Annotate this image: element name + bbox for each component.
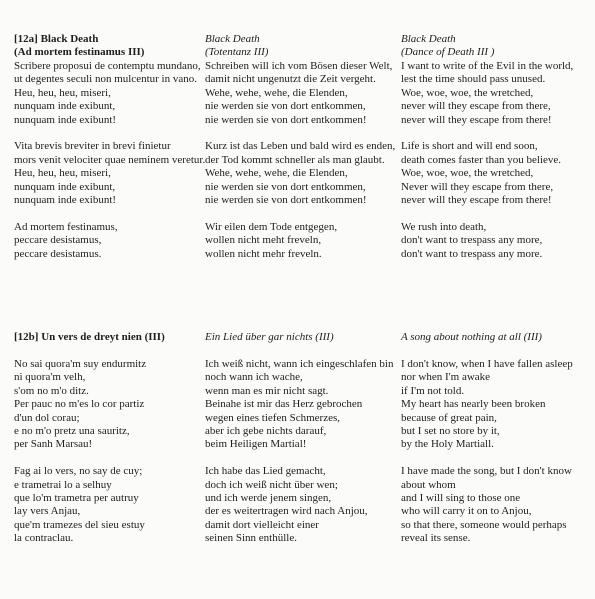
lyric-line: nie werden sie von dort entkommen! xyxy=(205,194,367,207)
lyric-line: lest the time should pass unused. xyxy=(401,73,546,86)
lyric-line: so that there, someone would perhaps xyxy=(401,518,567,531)
lyric-line: nunquam inde exibunt, xyxy=(14,100,116,113)
lyric-line: der es weitertragen wird nach Anjou, xyxy=(205,505,368,518)
lyric-line: Wehe, wehe, wehe, die Elenden, xyxy=(205,86,348,99)
german-subtitle: (Totentanz III) xyxy=(205,46,269,59)
lyric-line: My heart has nearly been broken xyxy=(401,398,546,411)
lyric-line: ut degentes seculi non mulcentur in vano. xyxy=(14,73,197,86)
english-heading-2 xyxy=(401,331,591,345)
lyric-line: e trametrai lo a selhuy xyxy=(14,478,112,491)
lyric-line: wegen eines tiefen Schmerzes, xyxy=(205,411,340,424)
lyric-line: und ich werde jenem singen, xyxy=(205,492,332,505)
lyric-line: and I will sing to those one xyxy=(401,492,521,505)
lyric-line: never will they escape from there! xyxy=(401,194,552,207)
lyric-line: Ich weiß nicht, wann ich eingeschlafen bin xyxy=(205,358,394,370)
lyric-line: No sai quora'm suy endurmitz xyxy=(14,358,147,370)
occitan-heading xyxy=(14,331,204,345)
english-title-2: A song about nothing at all (III) xyxy=(401,331,542,343)
english-column-2 xyxy=(401,331,591,559)
occitan-lyrics xyxy=(14,358,204,546)
stanza xyxy=(14,140,204,207)
german-lyrics-2 xyxy=(205,358,395,546)
lyric-line: e no m'o pretz una sauritz, xyxy=(14,425,130,438)
lyric-line: Fag ai lo vers, no say de cuy; xyxy=(14,465,143,478)
latin-column xyxy=(14,33,204,274)
stanza xyxy=(401,140,591,207)
lyric-line: ni quora'm velh, xyxy=(14,371,86,384)
lyric-line: Ich habe das Lied gemacht, xyxy=(205,465,326,478)
lyric-line: Ad mortem festinamus, xyxy=(14,220,118,233)
latin-lyrics xyxy=(14,60,204,261)
lyric-line: I want to write of the Evil in the world, xyxy=(401,60,574,72)
lyric-line: don't want to trespass any more, xyxy=(401,234,543,247)
stanza xyxy=(205,465,395,545)
lyric-line: Woe, woe, woe, the wretched, xyxy=(401,167,534,180)
lyric-line: aber ich gebe nichts darauf, xyxy=(205,425,327,438)
lyric-line: nie werden sie von dort entkommen, xyxy=(205,100,366,113)
lyric-line: don't want to trespass any more. xyxy=(401,247,543,260)
lyric-line: nor when I'm awake xyxy=(401,371,491,384)
english-heading xyxy=(401,33,591,60)
lyric-line: Wehe, wehe, wehe, die Elenden, xyxy=(205,167,348,180)
occitan-title: [12b] Un vers de dreyt nien (III) xyxy=(14,331,165,343)
lyric-line: Life is short and will end soon, xyxy=(401,140,538,153)
stanza xyxy=(205,60,395,127)
stanza xyxy=(401,221,591,261)
english-lyrics-2 xyxy=(401,358,591,546)
lyric-line: Per pauc no m'es lo cor partiz xyxy=(14,398,145,411)
stanza xyxy=(205,140,395,207)
german-title: Black Death xyxy=(205,33,260,45)
german-lyrics xyxy=(205,60,395,261)
lyric-line: Heu, heu, heu, miseri, xyxy=(14,167,111,180)
stanza xyxy=(401,465,591,545)
stanza xyxy=(14,221,204,261)
lyric-line: wollen nicht meht freveln, xyxy=(205,234,322,247)
lyric-line: noch wann ich wache, xyxy=(205,371,303,384)
lyric-line: who will carry it on to Anjou, xyxy=(401,505,532,518)
lyric-line: seinen Sinn enthülle. xyxy=(205,532,297,545)
latin-heading xyxy=(14,33,204,60)
german-heading xyxy=(205,33,395,60)
lyric-line: nie werden sie von dort entkommen! xyxy=(205,113,367,126)
lyric-line: damit nicht ungenutzt die Zeit vergeht. xyxy=(205,73,376,86)
lyric-line: beim Heiligen Martial! xyxy=(205,438,307,451)
stanza xyxy=(205,221,395,261)
lyric-line: s'om no m'o ditz. xyxy=(14,384,89,397)
lyric-line: I don't know, when I have fallen asleep xyxy=(401,358,573,370)
latin-subtitle: (Ad mortem festinamus III) xyxy=(14,46,145,59)
lyric-line: Wir eilen dem Tode entgegen, xyxy=(205,220,338,233)
lyric-line: nunquam inde exibunt! xyxy=(14,113,117,126)
german-column xyxy=(205,33,395,274)
lyric-line: mors venit velociter quae neminem veretur. xyxy=(14,153,206,166)
english-title: Black Death xyxy=(401,33,456,45)
lyric-line: Woe, woe, woe, the wretched, xyxy=(401,86,534,99)
stanza xyxy=(14,60,204,127)
latin-title: [12a] Black Death xyxy=(14,33,99,45)
lyric-line: never will they escape from there, xyxy=(401,100,551,113)
lyric-line: wenn man es mir nicht sagt. xyxy=(205,384,329,397)
lyric-line: peccare desistamus. xyxy=(14,247,102,260)
lyric-line: death comes faster than you believe. xyxy=(401,153,562,166)
stanza xyxy=(14,465,204,545)
lyric-line: Beinahe ist mir das Herz gebrochen xyxy=(205,398,363,411)
english-subtitle: (Dance of Death III ) xyxy=(401,46,495,59)
lyric-line: lay vers Anjau, xyxy=(14,505,81,518)
lyric-line: Heu, heu, heu, miseri, xyxy=(14,86,111,99)
lyric-line: per Sanh Marsau! xyxy=(14,438,93,451)
lyric-line: peccare desistamus, xyxy=(14,234,102,247)
lyric-line: I have made the song, but I don't know xyxy=(401,465,572,478)
lyric-line: if I'm not told. xyxy=(401,384,465,397)
lyric-line: Vita brevis breviter in brevi finietur xyxy=(14,140,171,153)
lyric-line: d'un dol corau; xyxy=(14,411,80,424)
lyric-line: damit dort vielleicht einer xyxy=(205,518,319,531)
german-title-2: Ein Lied über gar nichts (III) xyxy=(205,331,334,343)
lyric-line: wollen nicht mehr freveln. xyxy=(205,247,322,260)
english-lyrics xyxy=(401,60,591,261)
lyric-line: about whom xyxy=(401,478,456,491)
german-heading-2 xyxy=(205,331,395,345)
lyric-line: Kurz ist das Leben und bald wird es enden, xyxy=(205,140,396,153)
stanza xyxy=(14,358,204,452)
lyric-line: doch ich weiß nicht über wen; xyxy=(205,478,338,491)
lyric-line: but I set no store by it, xyxy=(401,425,500,438)
lyric-line: nunquam inde exibunt! xyxy=(14,194,117,207)
english-column xyxy=(401,33,591,274)
lyric-line: que lo'm trametra per autruy xyxy=(14,492,139,505)
stanza xyxy=(205,358,395,452)
lyric-line: der Tod kommt schneller als man glaubt. xyxy=(205,153,385,166)
german-column-2 xyxy=(205,331,395,559)
lyric-line: because of great pain, xyxy=(401,411,497,424)
lyric-line: que'm tramezes del sieu estuy xyxy=(14,518,145,531)
lyric-line: nunquam inde exibunt, xyxy=(14,180,116,193)
lyric-line: We rush into death, xyxy=(401,220,487,233)
occitan-column xyxy=(14,331,204,559)
lyric-line: Schreiben will ich vom Bösen dieser Welt, xyxy=(205,60,393,72)
lyric-line: Scribere proposui de contemptu mundano, xyxy=(14,60,201,72)
lyric-line: never will they escape from there! xyxy=(401,113,552,126)
lyric-line: la contraclau. xyxy=(14,532,74,545)
lyric-line: by the Holy Martiall. xyxy=(401,438,494,451)
stanza xyxy=(401,60,591,127)
lyric-line: nie werden sie von dort entkommen, xyxy=(205,180,366,193)
lyric-line: reveal its sense. xyxy=(401,532,471,545)
stanza xyxy=(401,358,591,452)
lyric-line: Never will they escape from there, xyxy=(401,180,554,193)
